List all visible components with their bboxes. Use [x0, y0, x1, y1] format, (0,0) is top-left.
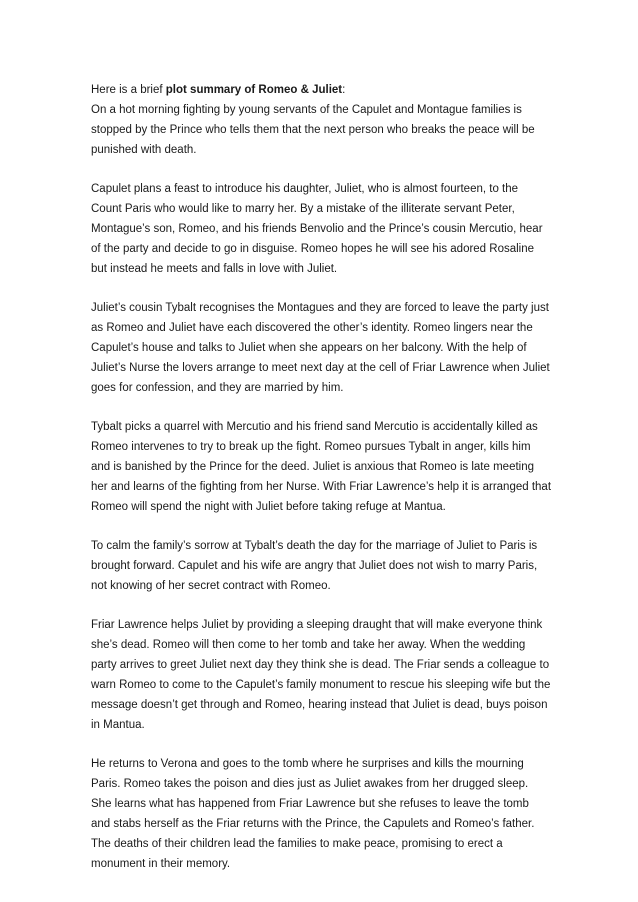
paragraph-capulet-feast: Capulet plans a feast to introduce his daughter, Juliet, who is almost fourteen, to the Count Paris who would like to marry her. By a mistake of the illiterate servant Peter, Montague’s son, Romeo, and his friends Benvolio and the Prince’s cousin Mercutio, hear of the party and decide to go in disguise. Romeo hopes he will see his adored Rosaline but instead he meets and falls in love with Juliet.: [91, 183, 543, 275]
intro-bold-title: plot summary of Romeo & Juliet: [165, 84, 343, 96]
paragraph-sleeping-draught: Friar Lawrence helps Juliet by providing a sleeping draught that will make everyone think she’s dead. Romeo will then come to her tomb and take her away. When the wedding party arrives to greet Juliet next day they think she is dead. The Friar sends a colleague to warn Romeo to come to the Capulet’s family monument to rescue his sleeping wife but the message doesn’t get through and Romeo, hearing instead that Juliet is dead, buys poison in Mantua.: [91, 619, 551, 731]
paragraph-tybalt-quarrel: Tybalt picks a quarrel with Mercutio and his friend sand Mercutio is accidentally killed as Romeo intervenes to try to break up the fight. Romeo pursues Tybalt in anger, kills him and is banished by the Prince for the deed. Juliet is anxious that Romeo is late meeting her and learns of the fighting from her Nurse. With Friar Lawrence’s help it is arranged that Romeo will spend the night with Juliet before taking refuge at Mantua.: [91, 421, 552, 513]
paragraph-marriage-to-paris: To calm the family’s sorrow at Tybalt’s death the day for the marriage of Juliet to Paris is brought forward. Capulet and his wife are angry that Juliet does not wish to marry Paris, not knowing of her secret contract with Romeo.: [91, 540, 538, 592]
paragraph-balcony: Juliet’s cousin Tybalt recognises the Montagues and they are forced to leave the party just as Romeo and Juliet have each discovered the other’s identity. Romeo lingers near the Capulet’s house and talks to Juliet when she appears on her balcony. With the help of Juliet’s Nurse the lovers arrange to meet next day at the cell of Friar Lawrence when Juliet goes for confession, and they are married by him.: [91, 302, 550, 394]
paragraph-tomb-ending: He returns to Verona and goes to the tomb where he surprises and kills the mourning Paris. Romeo takes the poison and dies just as Juliet awakes from her drugged sleep. She learns what has happened from Friar Lawrence but she refuses to leave the tomb and stabs herself as the Friar returns with the Prince, the Capulets and Romeo’s father. The deaths of their children lead the families to make peace, promising to erect a monument in their memory.: [91, 758, 535, 870]
intro-line: [91, 80, 551, 100]
document-page: [91, 80, 551, 893]
paragraph-opening-brawl: On a hot morning fighting by young servants of the Capulet and Montague families is stopped by the Prince who tells them that the next person who breaks the peace will be punished with death.: [91, 104, 535, 156]
intro-suffix: :: [342, 84, 346, 96]
intro-prefix: Here is a brief: [91, 84, 166, 96]
